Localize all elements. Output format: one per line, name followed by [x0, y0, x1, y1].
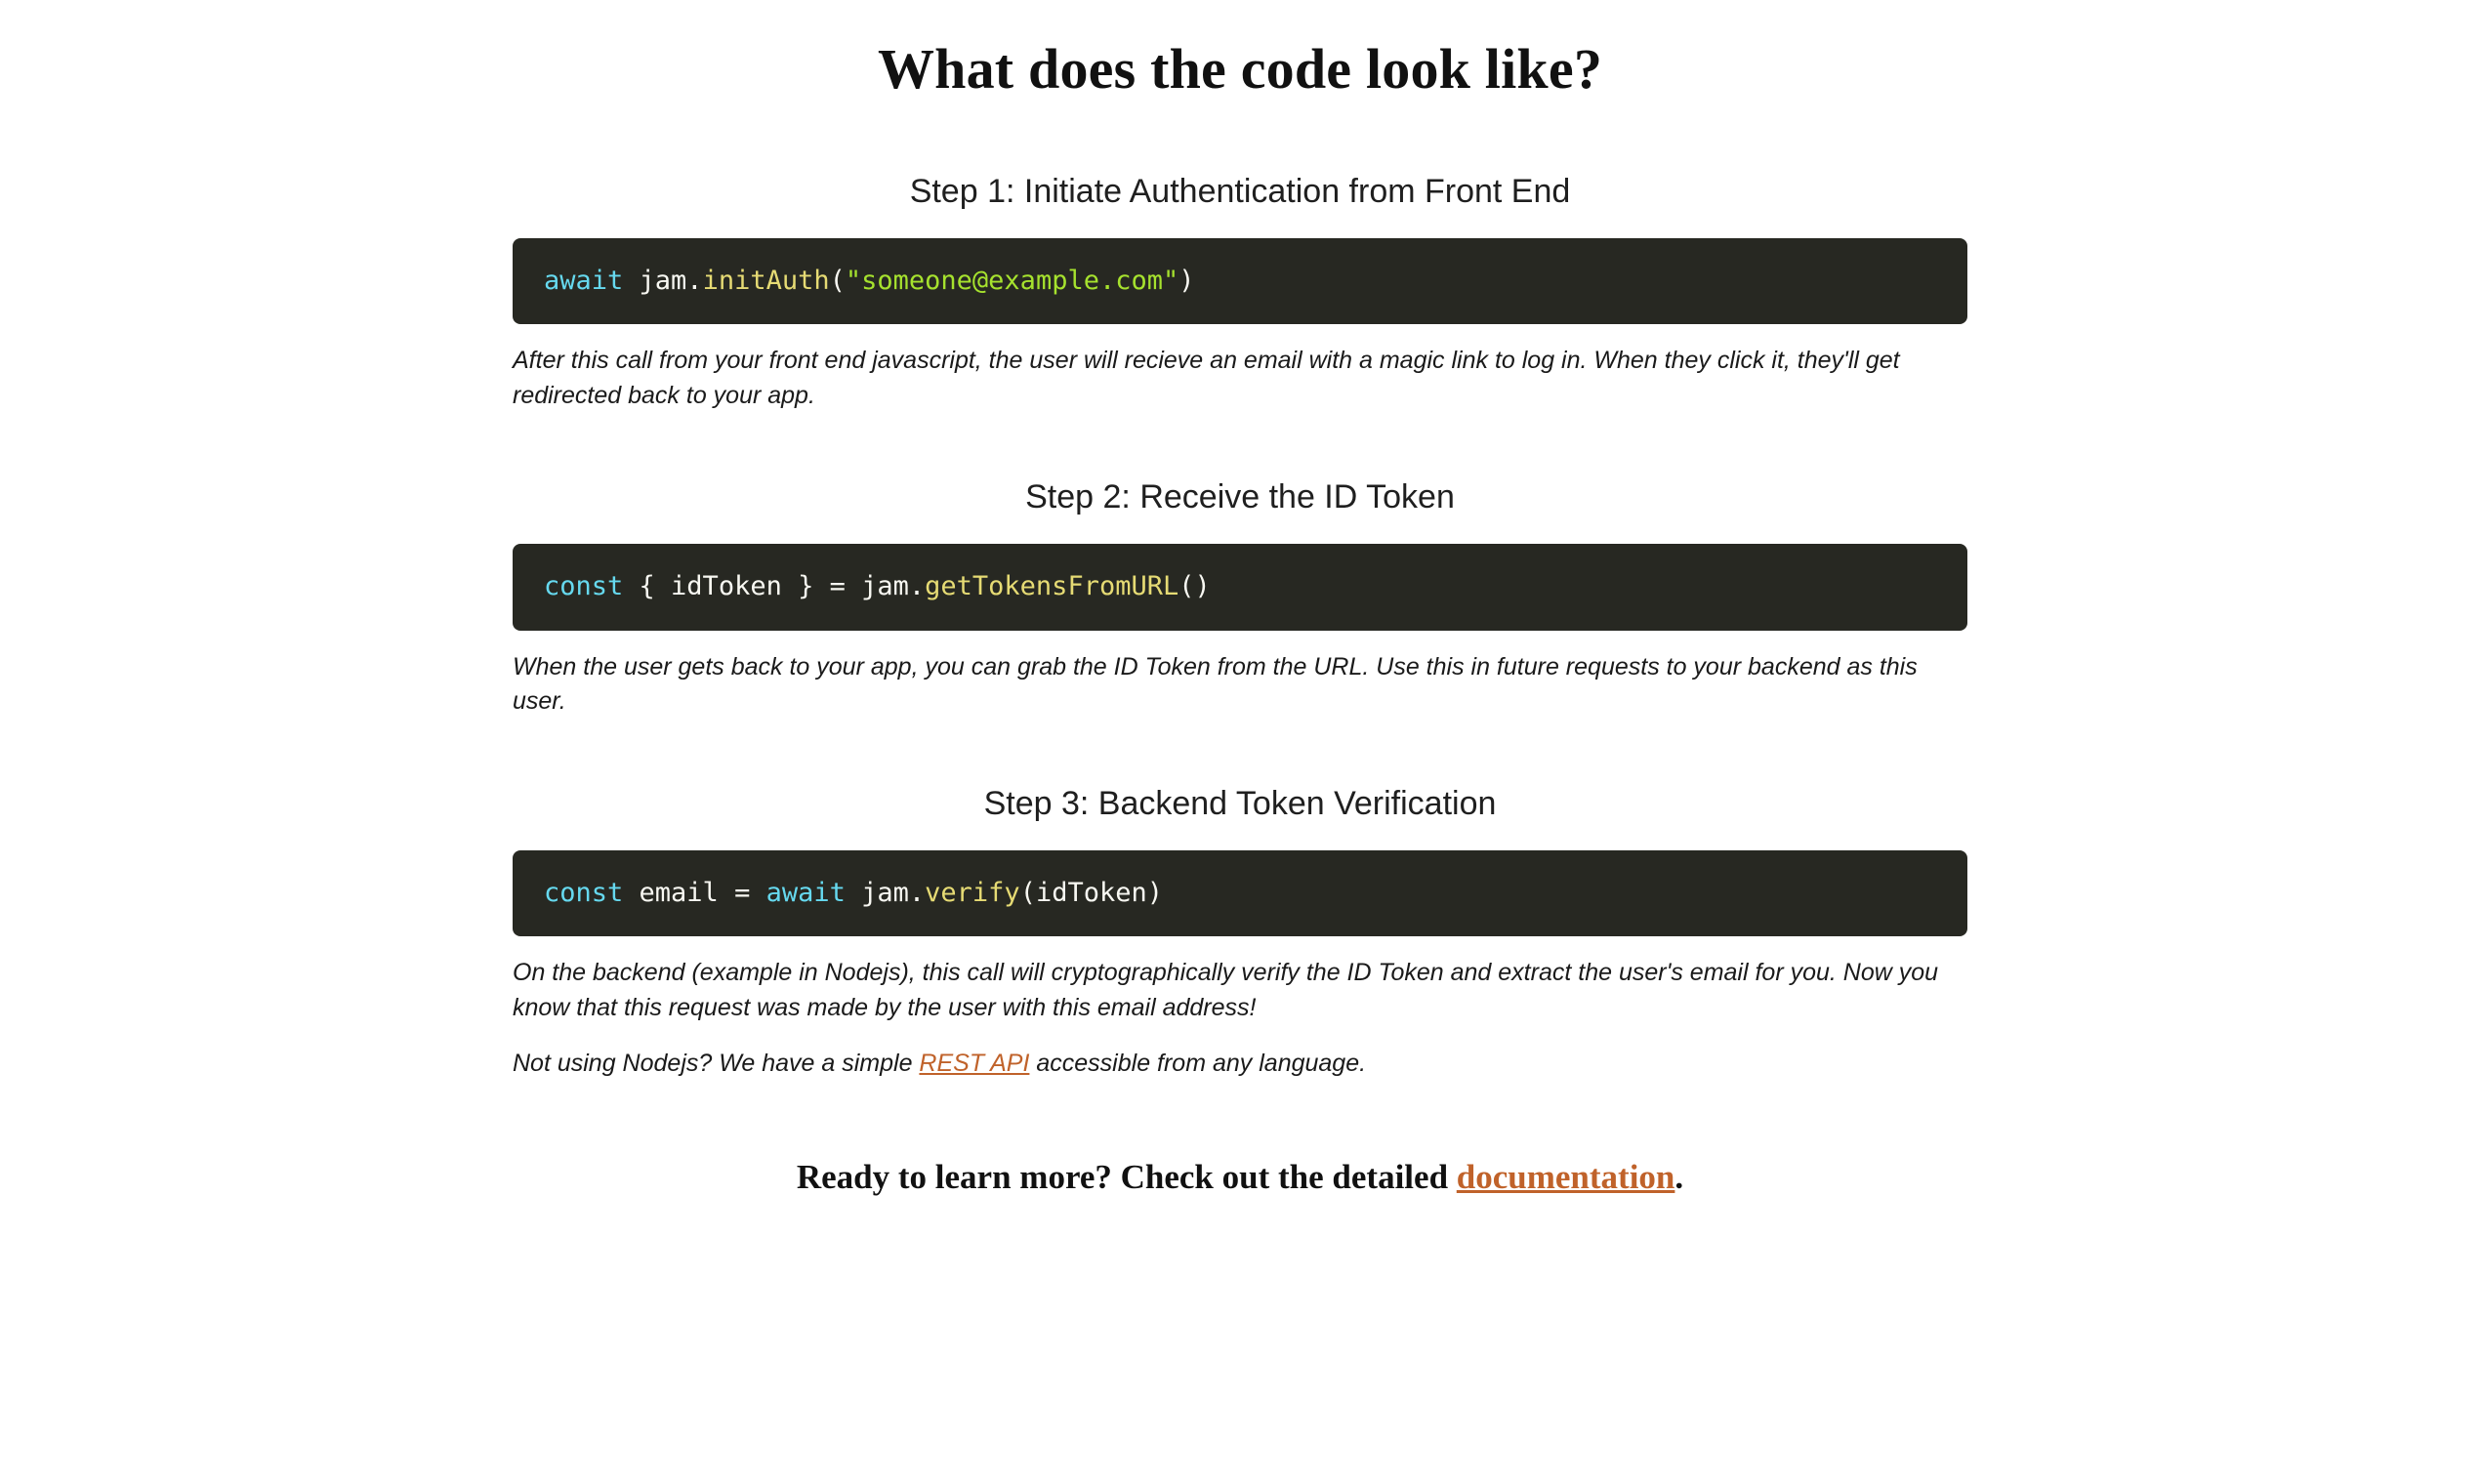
code-variable: email =: [623, 878, 766, 909]
step-3-note-secondary: [513, 1047, 1948, 1082]
step-2-note: When the user gets back to your app, you can grab the ID Token from the URL. Use this in future requests to your backend as this user.: [513, 652, 1918, 716]
code-paren-close: ): [1178, 265, 1195, 296]
step-3-note: On the backend (example in Nodejs), this call will cryptographically verify the ID Token and extract the user's email for you. Now you know that this request was made by the user with this email address!: [513, 959, 1939, 1021]
code-keyword: await: [544, 265, 624, 296]
footer-text-after: .: [1674, 1157, 1684, 1196]
code-block-step-2: [513, 544, 1967, 630]
page-title: What does the code look like?: [877, 37, 1603, 101]
content-container: [513, 0, 1967, 1197]
step-3-heading: Step 3: Backend Token Verification: [983, 784, 1497, 822]
code-keyword: const: [544, 571, 624, 602]
code-function-name: verify: [925, 878, 1020, 909]
code-object: jam.: [623, 265, 703, 296]
rest-api-link[interactable]: REST API: [919, 1050, 1030, 1078]
code-string-literal: "someone@example.com": [845, 265, 1179, 296]
rest-api-note-after: accessible from any language.: [1029, 1050, 1367, 1078]
footer-cta: [513, 1158, 1967, 1197]
code-paren-open: (: [1178, 571, 1195, 602]
code-block-step-3: [513, 850, 1967, 936]
code-arguments: (idToken): [1019, 878, 1164, 909]
step-2-heading: Step 2: Receive the ID Token: [1025, 478, 1455, 516]
code-keyword: const: [544, 878, 624, 909]
code-function-name: getTokensFromURL: [925, 571, 1179, 602]
code-paren-close: ): [1194, 571, 1211, 602]
step-1-note: After this call from your front end javascript, the user will recieve an email with a magic link to log in. When they click it, they'll get redirected back to your app.: [513, 347, 1900, 409]
step-1-heading: Step 1: Initiate Authentication from Front End: [909, 172, 1571, 210]
code-keyword-await: await: [765, 878, 846, 909]
code-object: jam.: [845, 878, 926, 909]
code-paren-open: (: [829, 265, 846, 296]
documentation-link[interactable]: documentation: [1456, 1157, 1675, 1196]
code-function-name: initAuth: [702, 265, 830, 296]
code-destructure: { idToken } = jam.: [623, 571, 926, 602]
code-block-step-1: [513, 238, 1967, 324]
rest-api-note-before: Not using Nodejs? We have a simple: [513, 1050, 920, 1078]
footer-text-before: Ready to learn more? Check out the detailed: [796, 1157, 1457, 1196]
